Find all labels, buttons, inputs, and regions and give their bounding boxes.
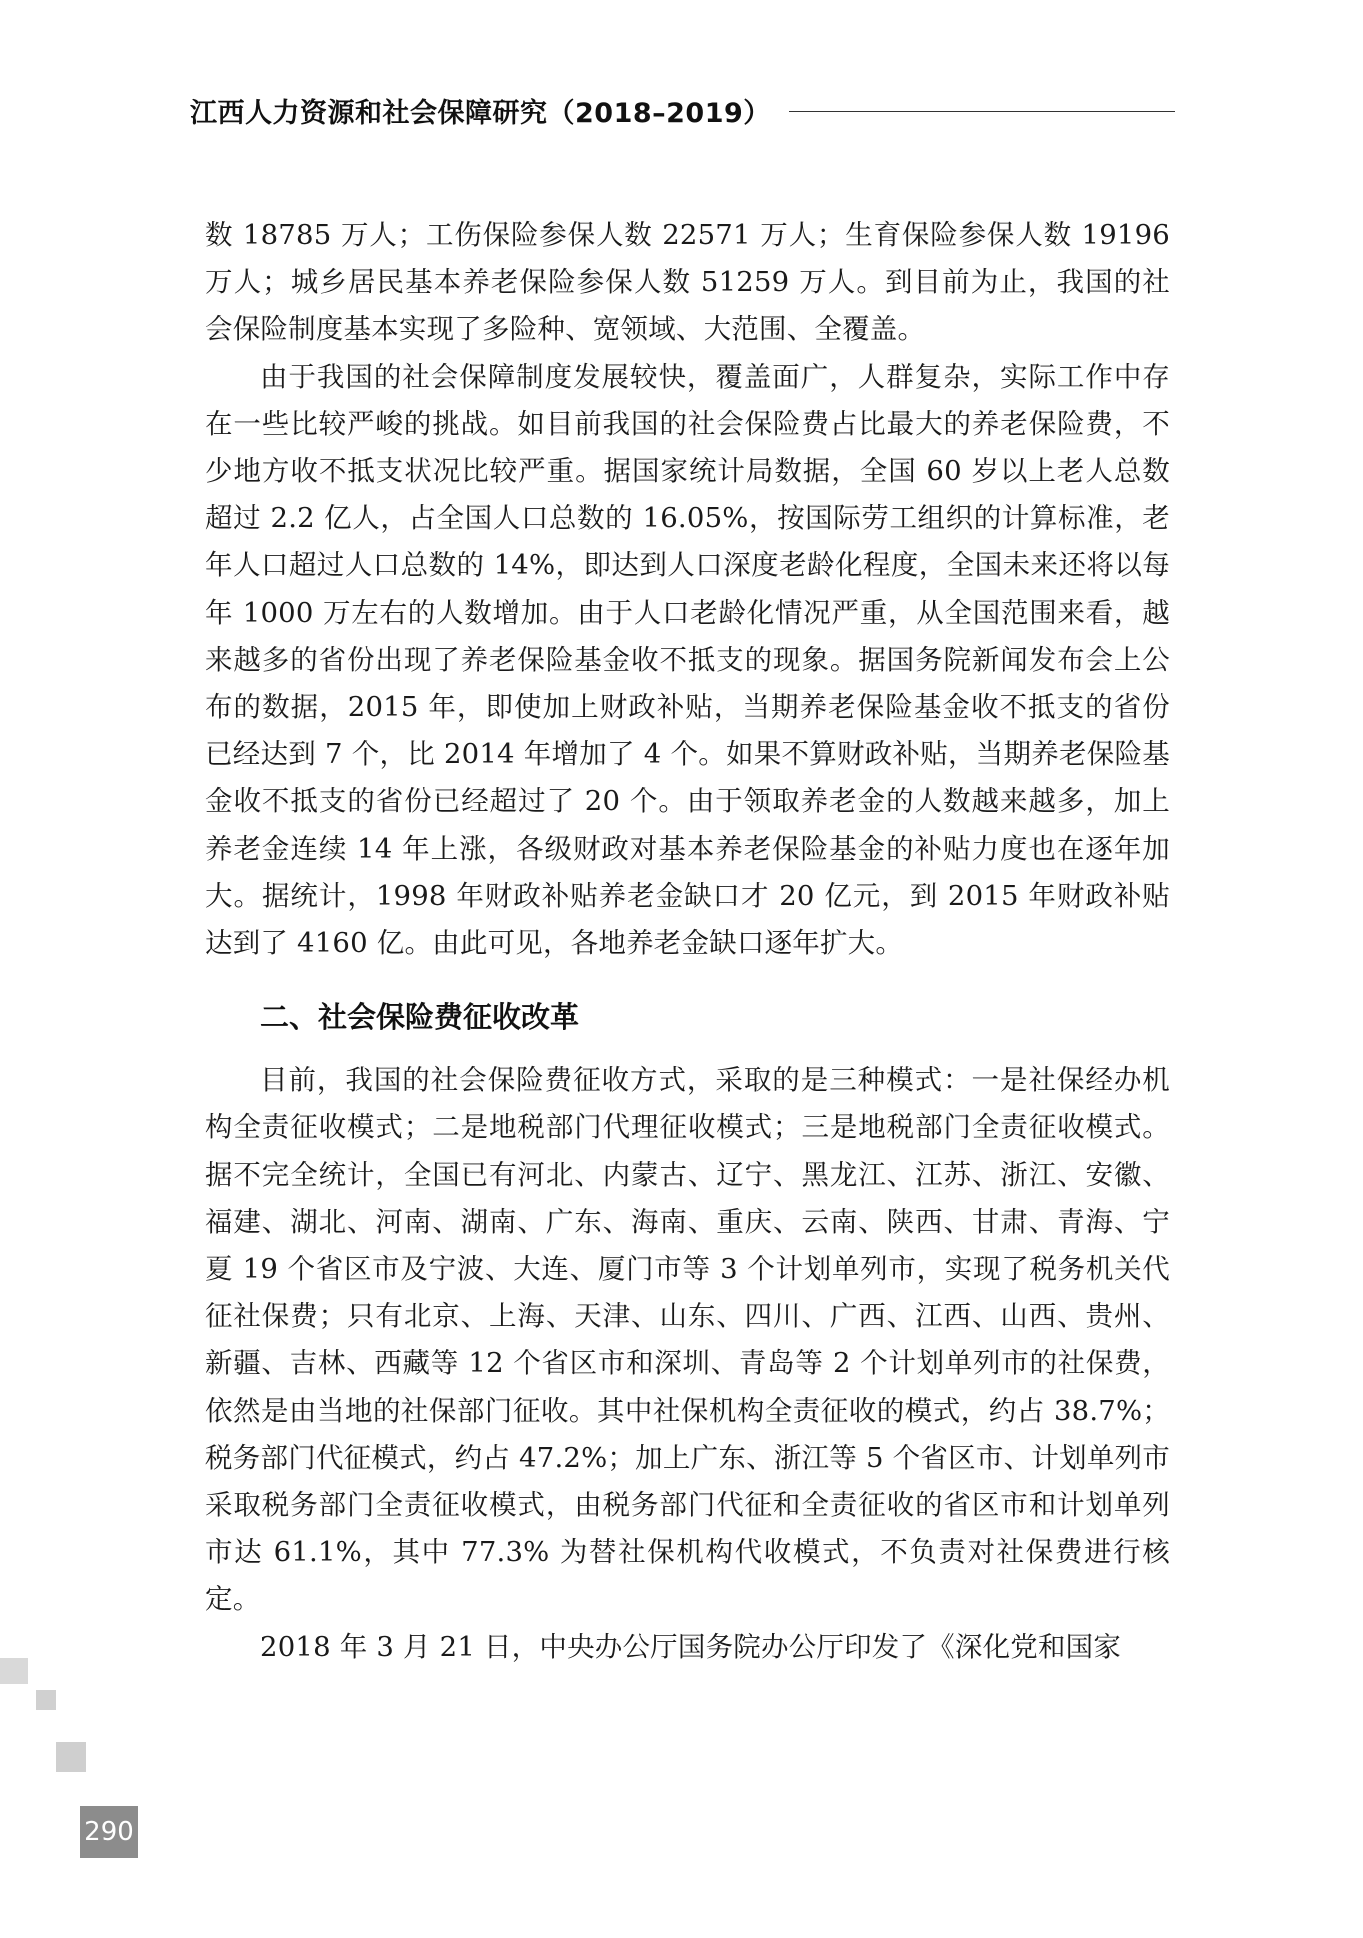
decorative-square	[56, 1742, 86, 1772]
book-title: 江西人力资源和社会保障研究（2018–2019）	[190, 97, 771, 129]
paragraph: 2018 年 3 月 21 日，中央办公厅国务院办公厅印发了《深化党和国家	[260, 1630, 1122, 1663]
decorative-square	[0, 1658, 28, 1684]
header-rule	[789, 111, 1175, 112]
running-header	[190, 90, 1175, 130]
paragraph: 由于我国的社会保障制度发展较快，覆盖面广，人群复杂，实际工作中存在一些比较严峻的挑战。如目前我国的社会保险费占比最大的养老保险费，不少地方收不抵支状况比较严重。据国家统计局数据，全国 60 岁以上老人总数超过 2.2 亿人，占全国人口总数的 16.05%，按国际劳工组织的计算标准，老年人口超过人口总数的 14%，即达到人口深度老龄化程度，全国未来还将以每年 1000 万左右的人数增加。由于人口老龄化情况严重，从全国范围来看，越来越多的省份出现了养老保险基金收不抵支的现象。据国务院新闻发布会上公布的数据，2015 年，即使加上财政补贴，当期养老保险基金收不抵支的省份已经达到 7 个，比 2014 年增加了 4 个。如果不算财政补贴，当期养老保险基金收不抵支的省份已经超过了 20 个。由于领取养老金的人数越来越多，加上养老金连续 14 年上涨，各级财政对基本养老保险基金的补贴力度也在逐年加大。据统计，1998 年财政补贴养老金缺口才 20 亿元，到 2015 年财政补贴达到了 4160 亿。由此可见，各地养老金缺口逐年扩大。	[205, 360, 1170, 960]
page-number: 290	[80, 1806, 138, 1858]
decorative-square	[36, 1690, 56, 1710]
section-heading: 二、社会保险费征收改革	[260, 1000, 580, 1035]
page-body	[205, 212, 1170, 1671]
paragraph: 目前，我国的社会保险费征收方式，采取的是三种模式：一是社保经办机构全责征收模式；二是地税部门代理征收模式；三是地税部门全责征收模式。据不完全统计，全国已有河北、内蒙古、辽宁、黑龙江、江苏、浙江、安徽、福建、湖北、河南、湖南、广东、海南、重庆、云南、陕西、甘肃、青海、宁夏 19 个省区市及宁波、大连、厦门市等 3 个计划单列市，实现了税务机关代征社保费；只有北京、上海、天津、山东、四川、广西、江西、山西、贵州、新疆、吉林、西藏等 12 个省区市和深圳、青岛等 2 个计划单列市的社保费，依然是由当地的社保部门征收。其中社保机构全责征收的模式，约占 38.7%；税务部门代征模式，约占 47.2%；加上广东、浙江等 5 个省区市、计划单列市采取税务部门全责征收模式，由税务部门代征和全责征收的省区市和计划单列市达 61.1%，其中 77.3% 为替社保机构代收模式，不负责对社保费进行核定。	[205, 1064, 1170, 1616]
paragraph-continued: 数 18785 万人；工伤保险参保人数 22571 万人；生育保险参保人数 19196 万人；城乡居民基本养老保险参保人数 51259 万人。到目前为止，我国的社会保险制度基本实现了多险种、宽领域、大范围、全覆盖。	[205, 219, 1170, 346]
